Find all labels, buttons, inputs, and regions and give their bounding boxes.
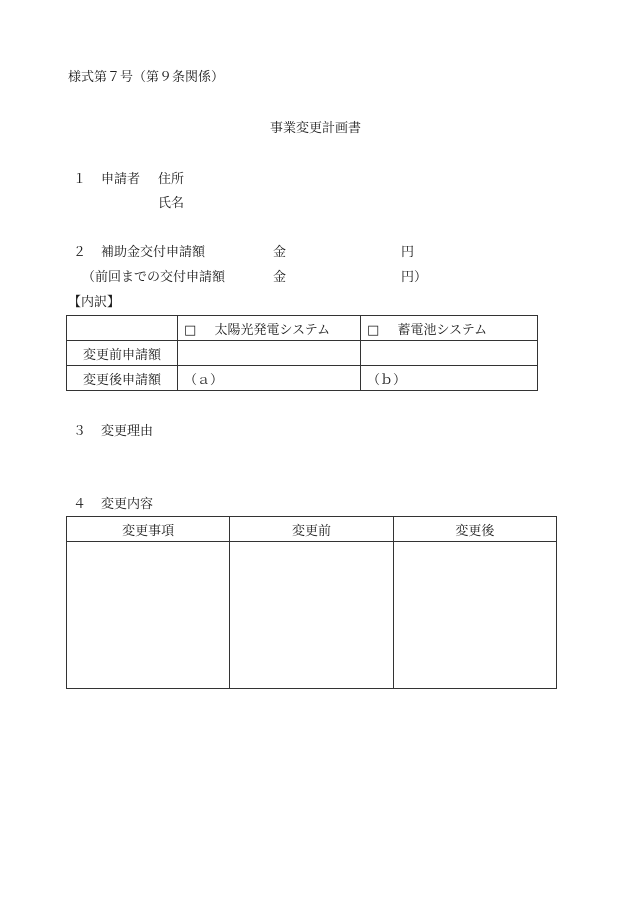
- table-cell: （ｂ）: [361, 366, 538, 391]
- section4-number: ４: [73, 497, 87, 512]
- section4-label: 変更内容: [101, 497, 154, 512]
- section3-number: ３: [73, 424, 87, 439]
- solar-system-label: 太陽光発電システム: [214, 322, 331, 338]
- change-content-table: [66, 516, 557, 689]
- previous-amount-label: （前回までの交付申請額: [82, 270, 226, 285]
- document-title: 事業変更計画書: [270, 121, 362, 136]
- name-label: 氏名: [158, 196, 185, 211]
- table-cell: [178, 341, 361, 366]
- section2-number: ２: [73, 245, 87, 260]
- column-header: 変更後: [393, 517, 556, 542]
- table-row: [67, 366, 538, 391]
- table-row: [67, 517, 557, 542]
- form-number: 様式第７号（第９条関係）: [68, 70, 225, 85]
- table-cell: [67, 542, 230, 689]
- table-cell: [393, 542, 556, 689]
- table-row: [67, 316, 538, 341]
- column-header: 変更前: [230, 517, 393, 542]
- table-cell: [361, 341, 538, 366]
- previous-amount-prefix: 金: [273, 270, 287, 285]
- table-cell: [67, 316, 178, 341]
- previous-amount-unit: 円）: [401, 270, 428, 285]
- section1-number: １: [73, 172, 87, 187]
- checkbox-icon[interactable]: □: [184, 322, 197, 338]
- table-cell: （ａ）: [178, 366, 361, 391]
- battery-header-cell: [361, 316, 538, 341]
- table-row: [67, 542, 557, 689]
- table-cell: [230, 542, 393, 689]
- amount-prefix: 金: [273, 245, 287, 260]
- row-label: 変更後申請額: [67, 366, 178, 391]
- amount-unit: 円: [401, 245, 415, 260]
- row-label: 変更前申請額: [67, 341, 178, 366]
- column-header: 変更事項: [67, 517, 230, 542]
- battery-system-label: 蓄電池システム: [397, 322, 488, 338]
- breakdown-table: [66, 315, 538, 391]
- solar-header-cell: [178, 316, 361, 341]
- section2-label: 補助金交付申請額: [101, 245, 206, 260]
- breakdown-label: 【内訳】: [68, 295, 121, 310]
- checkbox-icon[interactable]: □: [367, 322, 380, 338]
- section1-label: 申請者: [101, 172, 141, 187]
- table-row: [67, 341, 538, 366]
- address-label: 住所: [158, 172, 185, 187]
- section3-label: 変更理由: [101, 424, 154, 439]
